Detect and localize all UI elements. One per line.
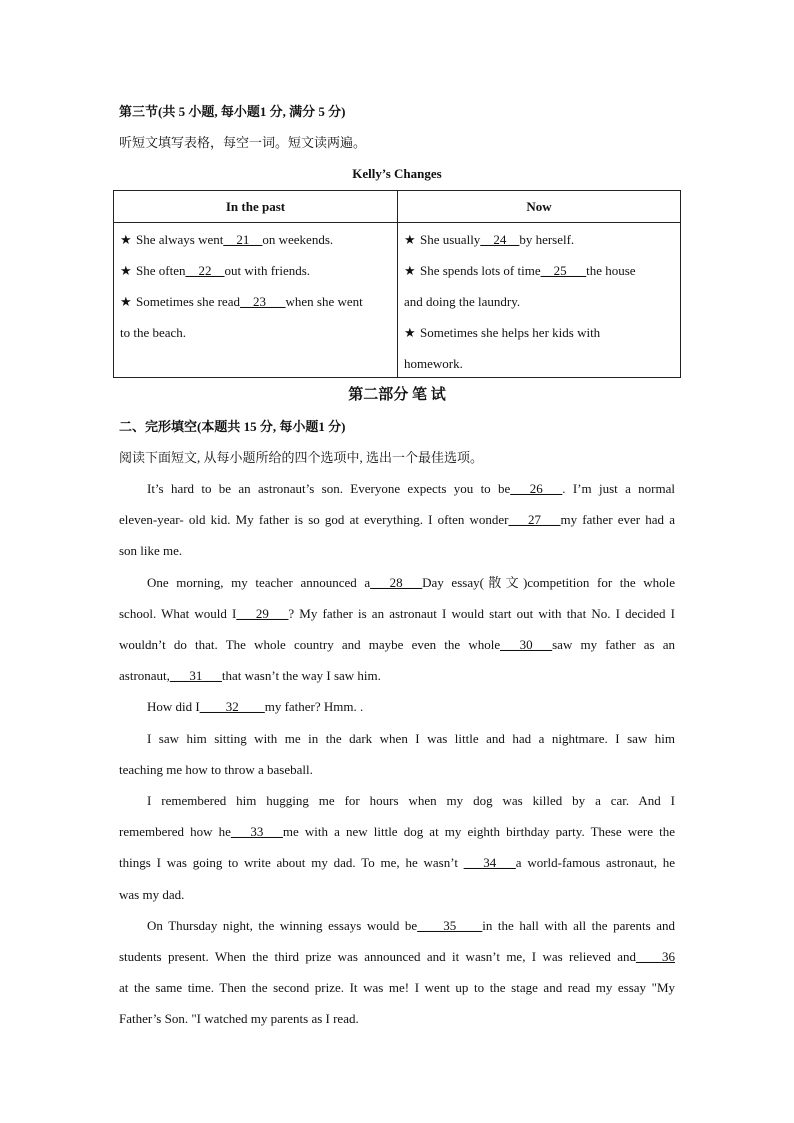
passage-text: students present. When the third prize was announced and it wasn’t me, I was relieved and: [119, 949, 636, 964]
cloze-blank[interactable]: ___34___: [463, 855, 516, 871]
passage-line: [119, 762, 675, 778]
passage-line: [119, 1011, 675, 1027]
passage-line: [147, 575, 675, 591]
passage-text: a world-famous astronaut, he: [515, 855, 676, 871]
answer-blank[interactable]: __21__: [223, 232, 263, 247]
passage-line: [119, 949, 675, 965]
passage-text: my father ever had a: [560, 512, 675, 528]
cloze-blank[interactable]: ___33___: [230, 824, 283, 840]
passage-text: On Thursday night, the winning essays would be: [147, 917, 418, 933]
passage-line: [119, 824, 675, 840]
passage-line: [147, 918, 675, 934]
row-text: to the beach.: [120, 325, 187, 340]
passage-line: [119, 637, 675, 653]
row-text-tail: out with friends.: [224, 263, 311, 278]
row-text: Sometimes she read: [136, 294, 240, 309]
column-header-now: Now: [526, 199, 552, 214]
passage-text: things I was going to write about my dad. To me, he wasn’t: [119, 855, 464, 871]
table-row-past: [120, 325, 392, 341]
passage-line: [147, 731, 675, 747]
passage-text: was my dad.: [119, 886, 185, 902]
passage-line: [119, 543, 675, 559]
cloze-blank[interactable]: ___29___: [236, 605, 289, 621]
passage-text: I saw him sitting with me in the dark when I was little and had a nightmare. I saw him: [147, 730, 675, 746]
table-row-past: [120, 294, 392, 310]
row-text-tail: by herself.: [519, 232, 575, 247]
part2-heading: 二、完形填空(本题共 15 分, 每小题1 分): [119, 419, 346, 434]
passage-text: teaching me how to throw a baseball.: [119, 761, 313, 777]
passage-line: [119, 855, 675, 871]
passage-text: Day essay(散文)competition for the whole: [422, 574, 675, 590]
changes-table: [113, 190, 681, 378]
column-header-past: In the past: [225, 199, 286, 214]
star-icon: ★: [120, 263, 132, 278]
passage-text: . I’m just a normal: [562, 481, 675, 496]
passage-text: my father? Hmm. .: [264, 699, 364, 715]
section3-instruction: 听短文填写表格，每空一词。短文读两遍。: [119, 135, 367, 150]
cloze-blank[interactable]: ____35____: [417, 917, 483, 933]
answer-blank[interactable]: __24__: [480, 232, 520, 247]
table-row-now: [404, 294, 676, 310]
passage-line: [119, 512, 675, 528]
passage-text: at the same time. Then the second prize. It was me! I went up to the stage and read my essay "My: [119, 980, 675, 996]
passage-text: ? My father is an astronaut I would start out with that No. I decided I: [288, 605, 675, 621]
passage-text: eleven-year- old kid. My father is so god at everything. I often wonder: [119, 512, 509, 528]
passage-line: [119, 606, 675, 622]
star-icon: ★: [120, 232, 132, 247]
table-row-past: [120, 263, 392, 279]
cloze-blank[interactable]: ___28___: [370, 574, 423, 590]
row-text: She usually: [420, 232, 481, 247]
star-icon: ★: [404, 325, 416, 340]
passage-text: One morning, my teacher announced a: [147, 574, 371, 590]
answer-blank[interactable]: __22__: [185, 263, 225, 278]
answer-blank[interactable]: __23___: [239, 294, 286, 309]
table-title: Kelly’s Changes: [352, 166, 442, 181]
passage-line: [119, 668, 675, 684]
row-text: She often: [136, 263, 186, 278]
row-text: and doing the laundry.: [404, 294, 521, 309]
cloze-blank[interactable]: ___27___: [508, 512, 561, 528]
passage-text: that wasn’t the way I saw him.: [221, 668, 381, 684]
passage-text: remembered how he: [119, 824, 231, 840]
passage-text: How did I: [147, 699, 200, 715]
star-icon: ★: [404, 263, 416, 278]
section3-heading: 第三节(共 5 小题, 每小题1 分, 满分 5 分): [119, 104, 346, 119]
part2-instruction: 阅读下面短文, 从每小题所给的四个选项中, 选出一个最佳选项。: [119, 450, 484, 465]
cloze-blank[interactable]: ____32____: [199, 699, 265, 715]
table-row-now: [404, 232, 676, 248]
table-divider-horizontal: [114, 222, 680, 223]
row-text-tail: the house: [586, 263, 636, 278]
row-text-tail: when she went: [285, 294, 363, 309]
passage-line: [147, 699, 675, 715]
row-text: She always went: [136, 232, 224, 247]
passage-text: wouldn’t do that. The whole country and maybe even the whole: [119, 637, 501, 652]
passage-text: It’s hard to be an astronaut’s son. Everyone expects you to be: [147, 481, 511, 496]
cloze-blank[interactable]: ___30___: [500, 637, 553, 652]
star-icon: ★: [404, 232, 416, 247]
passage-text: school. What would I: [119, 605, 237, 621]
passage-text: Father’s Son. "I watched my parents as I read.: [119, 1011, 359, 1027]
answer-blank[interactable]: __25___: [540, 263, 587, 278]
passage-text: in the hall with all the parents and: [482, 917, 675, 933]
passage-text: son like me.: [119, 543, 183, 559]
table-row-past: [120, 232, 392, 248]
passage-line: [147, 481, 675, 497]
row-text: She spends lots of time: [420, 263, 541, 278]
table-row-now: [404, 263, 676, 279]
passage-text: I remembered him hugging me for hours when my dog was killed by a car. And I: [147, 793, 675, 808]
cloze-blank[interactable]: ____36: [636, 949, 675, 964]
row-text-tail: on weekends.: [262, 232, 334, 247]
table-divider-vertical: [397, 191, 398, 377]
passage-line: [119, 887, 675, 903]
passage-text: me with a new little dog at my eighth birthday party. These were the: [282, 824, 675, 840]
passage-text: astronaut,: [119, 668, 170, 684]
row-text: homework.: [404, 356, 463, 371]
table-row-now: [404, 356, 676, 372]
row-text: Sometimes she helps her kids with: [420, 325, 601, 340]
part2-title: 第二部分 笔 试: [348, 387, 446, 403]
cloze-blank[interactable]: ___26___: [510, 481, 563, 496]
star-icon: ★: [120, 294, 132, 309]
table-row-now: [404, 325, 676, 341]
passage-line: [147, 793, 675, 809]
cloze-blank[interactable]: ___31___: [169, 668, 222, 684]
passage-line: [119, 980, 675, 996]
passage-text: saw my father as an: [552, 637, 675, 652]
